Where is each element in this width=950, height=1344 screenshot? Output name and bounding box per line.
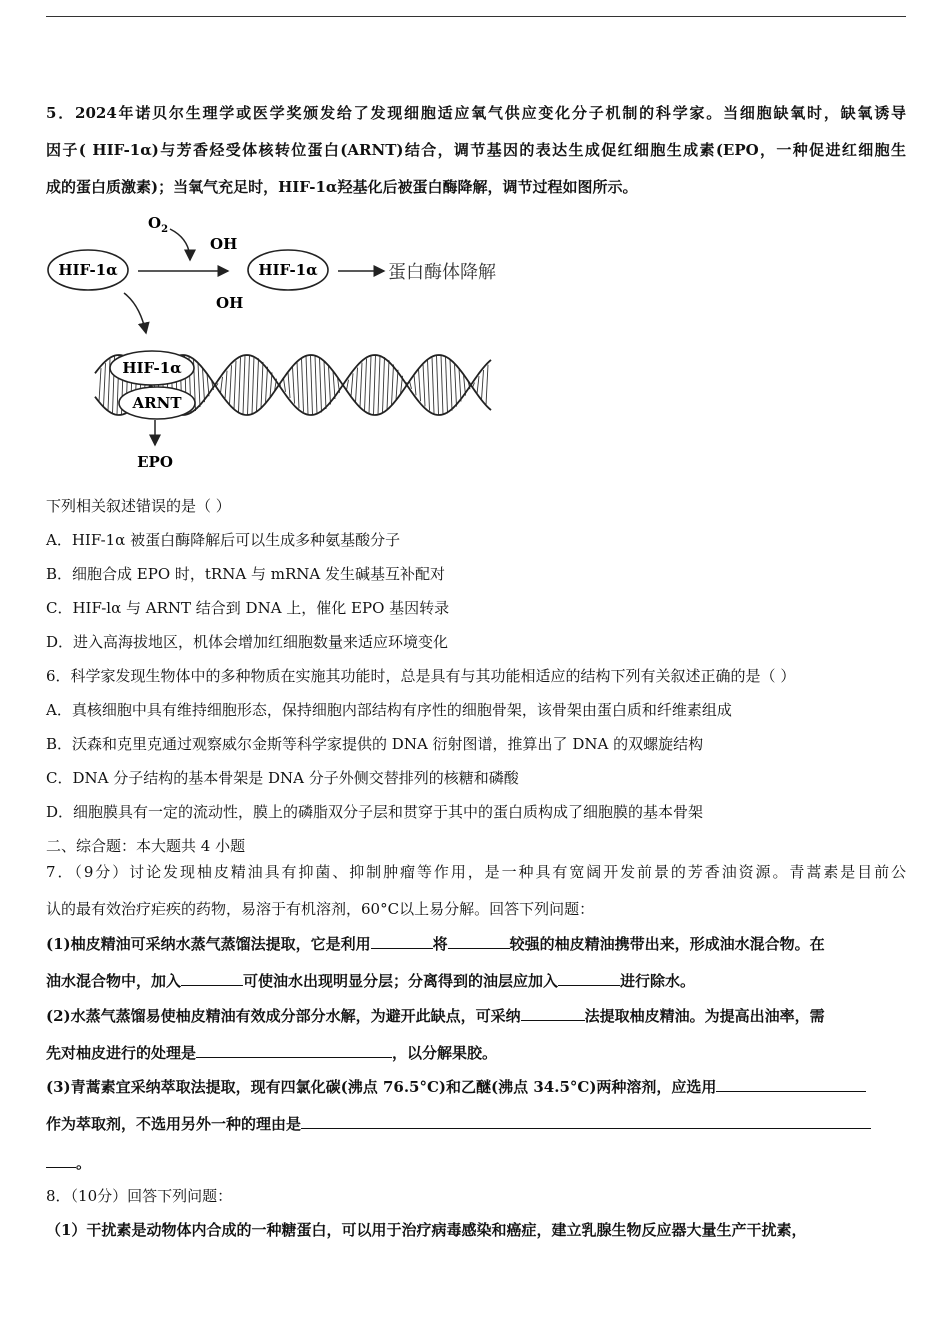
q7-part2-line-2 (46, 1042, 906, 1063)
q8-part1: （1）干扰素是动物体内合成的一种糖蛋白，可以用于治疗病毒感染和癌症，建立乳腺生物反应器大量生产干扰素， (46, 1221, 807, 1239)
dna-rung (387, 360, 389, 410)
q6-option-b: B．沃森和克里克通过观察威尔金斯等科学家提供的 DNA 衍射图谱，推算出了 DNA 的双螺旋结构 (46, 735, 704, 753)
hif-regulation-diagram (40, 205, 540, 480)
dna-rung (383, 357, 385, 413)
degradation-label: 蛋白酶体降解 (388, 262, 496, 283)
answer-blank[interactable] (448, 933, 510, 949)
q7-part1-text-d: 油水混合物中，加入 (46, 972, 182, 990)
answer-blank[interactable] (181, 970, 243, 986)
q7-part1-text-a: (1)柚皮精油可采纳水蒸气蒸馏法提取，它是利用 (46, 935, 371, 953)
q7-part2-text-c: 先对柚皮进行的处理是 (46, 1044, 197, 1062)
dna-rung (333, 371, 335, 399)
q6-stem: 6．科学家发现生物体中的多种物质在实施其功能时，总是具有与其功能相适应的结构下列有关叙述正确的是（ ） (46, 667, 796, 685)
dna-rung (347, 380, 349, 391)
q7-part2-line-1 (46, 1005, 906, 1026)
dna-rung (230, 365, 232, 405)
dna-rung (437, 355, 439, 415)
dna-rung (221, 377, 223, 393)
o2-label: $O_2$ (148, 214, 169, 235)
q7-part1-text-c: 较强的柚皮精油携带出来，形成油水混合物。在 (509, 935, 825, 953)
answer-blank[interactable] (371, 933, 433, 949)
dna-rung (432, 357, 434, 414)
oh-bottom-label: OH (216, 294, 244, 312)
q5-option-a: A．HIF-1α 被蛋白酶降解后可以生成多种氨基酸分子 (46, 531, 401, 549)
dna-rung (198, 363, 200, 407)
binding-arrow (124, 293, 146, 333)
answer-blank[interactable] (301, 1113, 871, 1129)
dna-rung (459, 369, 461, 402)
q5-stem-line-3: 成的蛋白质激素)；当氧气充足时，HIF-1α羟基化后被蛋白酶降解，调节过程如图所示。 (46, 178, 638, 196)
q7-part1-text-e: 可使油水出现明显分层；分离得到的油层应加入 (243, 972, 559, 990)
dna-rung (378, 355, 380, 414)
q7-part3-text-b: 作为萃取剂，不选用另外一种的理由是 (46, 1115, 302, 1133)
dna-rung (365, 359, 367, 411)
header-rule (46, 16, 906, 17)
dna-rung (477, 376, 479, 394)
dna-rung (306, 356, 308, 414)
dna-rung (315, 356, 317, 415)
dna-rung (428, 360, 430, 411)
q7-stem-line-2: 认的最有效治疗疟疾的药物，易溶于有机溶剂，60°C以上易分解。回答下列问题： (46, 900, 595, 918)
q7-part3-text-a: (3)青蒿素宜采纳萃取法提取，现有四氯化碳(沸点 76.5°C)和乙醚(沸点 34.5°C)两种溶剂，应选用 (46, 1078, 717, 1096)
dna-rung (450, 359, 452, 410)
q7-part2-text-b: 法提取柚皮精油。为提高出油率，需 (584, 1007, 825, 1025)
dna-rung (369, 356, 371, 414)
q6-option-c: C．DNA 分子结构的基本骨架是 DNA 分子外侧交替排列的核糖和磷酸 (46, 769, 519, 787)
dna-rung (297, 362, 299, 409)
dna-rung (302, 358, 304, 412)
dna-rung (243, 356, 245, 415)
q7-part2-text-a: (2)水蒸气蒸馏易使柚皮精油有效成分部分水解，为避开此缺点，可采纳 (46, 1007, 521, 1025)
dna-rung (446, 357, 448, 414)
dna-rung (419, 369, 421, 401)
dna-rung (482, 370, 484, 400)
dna-rung (324, 361, 326, 409)
q7-part2-text-d: ，以分解果胶。 (392, 1044, 498, 1062)
dna-rung (252, 356, 254, 414)
dna-rung (239, 357, 241, 412)
dna-rung (396, 370, 398, 400)
dna-rung (234, 361, 236, 409)
epo-label: EPO (137, 453, 173, 471)
o2-arrow (170, 229, 190, 260)
q7-part3-line-1 (46, 1076, 906, 1097)
answer-blank[interactable] (196, 1042, 392, 1058)
dna-rung (266, 367, 268, 404)
dna-rung (320, 358, 322, 413)
q5-option-c: C．HIF-lα 与 ARNT 结合到 DNA 上，催化 EPO 基因转录 (46, 599, 450, 617)
section-2-heading: 二、综合题：本大题共 4 小题 (46, 837, 246, 855)
q8-stem: 8．（10分）回答下列问题： (46, 1187, 233, 1205)
q5-option-d: D．进入高海拔地区，机体会增加红细胞数量来适应环境变化 (46, 633, 449, 651)
dna-rung (423, 364, 425, 407)
q7-part3-line-2 (46, 1113, 906, 1134)
dna-rung (248, 355, 250, 415)
dna-rung (360, 363, 362, 408)
q7-part3-text-c: 。 (76, 1154, 92, 1172)
hif-left-label: HIF-1α (58, 261, 118, 279)
q7-part1-text-f: 进行除水。 (620, 972, 696, 990)
dna-rung (455, 363, 457, 406)
answer-blank[interactable] (716, 1076, 866, 1092)
dna-rung (261, 362, 263, 408)
dna-rung (203, 368, 205, 402)
dna-rung (225, 371, 227, 400)
oh-top-label: OH (210, 235, 238, 253)
dna-rung (410, 381, 412, 389)
q5-question: 下列相关叙述错误的是（ ） (46, 497, 231, 515)
dna-rung (257, 358, 259, 411)
answer-blank[interactable] (46, 1152, 76, 1168)
q6-option-d: D．细胞膜具有一定的流动性，膜上的磷脂双分子层和贯穿于其中的蛋白质构成了细胞膜的基本骨架 (46, 803, 704, 821)
dna-rung (293, 366, 295, 403)
dna-rung (288, 372, 290, 398)
dna-rung (374, 355, 376, 415)
arnt-label: ARNT (132, 394, 182, 412)
answer-blank[interactable] (558, 970, 620, 986)
q7-stem-line-1: 7．（9分）讨论发现柚皮精油具有抑菌、抑制肿瘤等作用，是一种具有宽阔开发前景的芳香油资源。青蒿素是目前公 (46, 863, 906, 881)
dna-rung (329, 366, 331, 405)
hif-dna-label: HIF-1α (122, 359, 182, 377)
q5-stem-line-2: 因子( HIF-1α)与芳香烃受体核转位蛋白(ARNT)结合，调节基因的表达生成促红细胞生成素(EPO，一种促进红细胞生 (46, 141, 906, 159)
q7-part1-line-2 (46, 970, 906, 991)
hif-right-label: HIF-1α (258, 261, 318, 279)
q7-part1-line-1 (46, 933, 906, 954)
answer-blank[interactable] (521, 1005, 585, 1021)
q7-part1-text-b: 将 (432, 935, 448, 953)
dna-rung (486, 365, 488, 406)
q5-stem-line-1: 5．2024年诺贝尔生理学或医学奖颁发给了发现细胞适应氧气供应变化分子机制的科学家。当细胞缺氧时，缺氧诱导 (46, 104, 906, 122)
q5-option-b: B．细胞合成 EPO 时，tRNA 与 mRNA 发生碱基互补配对 (46, 565, 445, 583)
dna-rung (284, 378, 286, 392)
dna-rung (392, 364, 394, 405)
dna-rung (441, 355, 443, 415)
dna-rung (414, 375, 416, 396)
dna-rung (311, 355, 313, 415)
dna-rung (351, 373, 353, 396)
dna-rung (104, 363, 106, 407)
q7-part3-line-3 (46, 1152, 906, 1173)
dna-rung (356, 368, 358, 403)
dna-rung (99, 368, 101, 402)
q6-option-a: A．真核细胞中具有维持细胞形态，保持细胞内部结构有序性的细胞骨架，该骨架由蛋白质和纤维素组成 (46, 701, 732, 719)
